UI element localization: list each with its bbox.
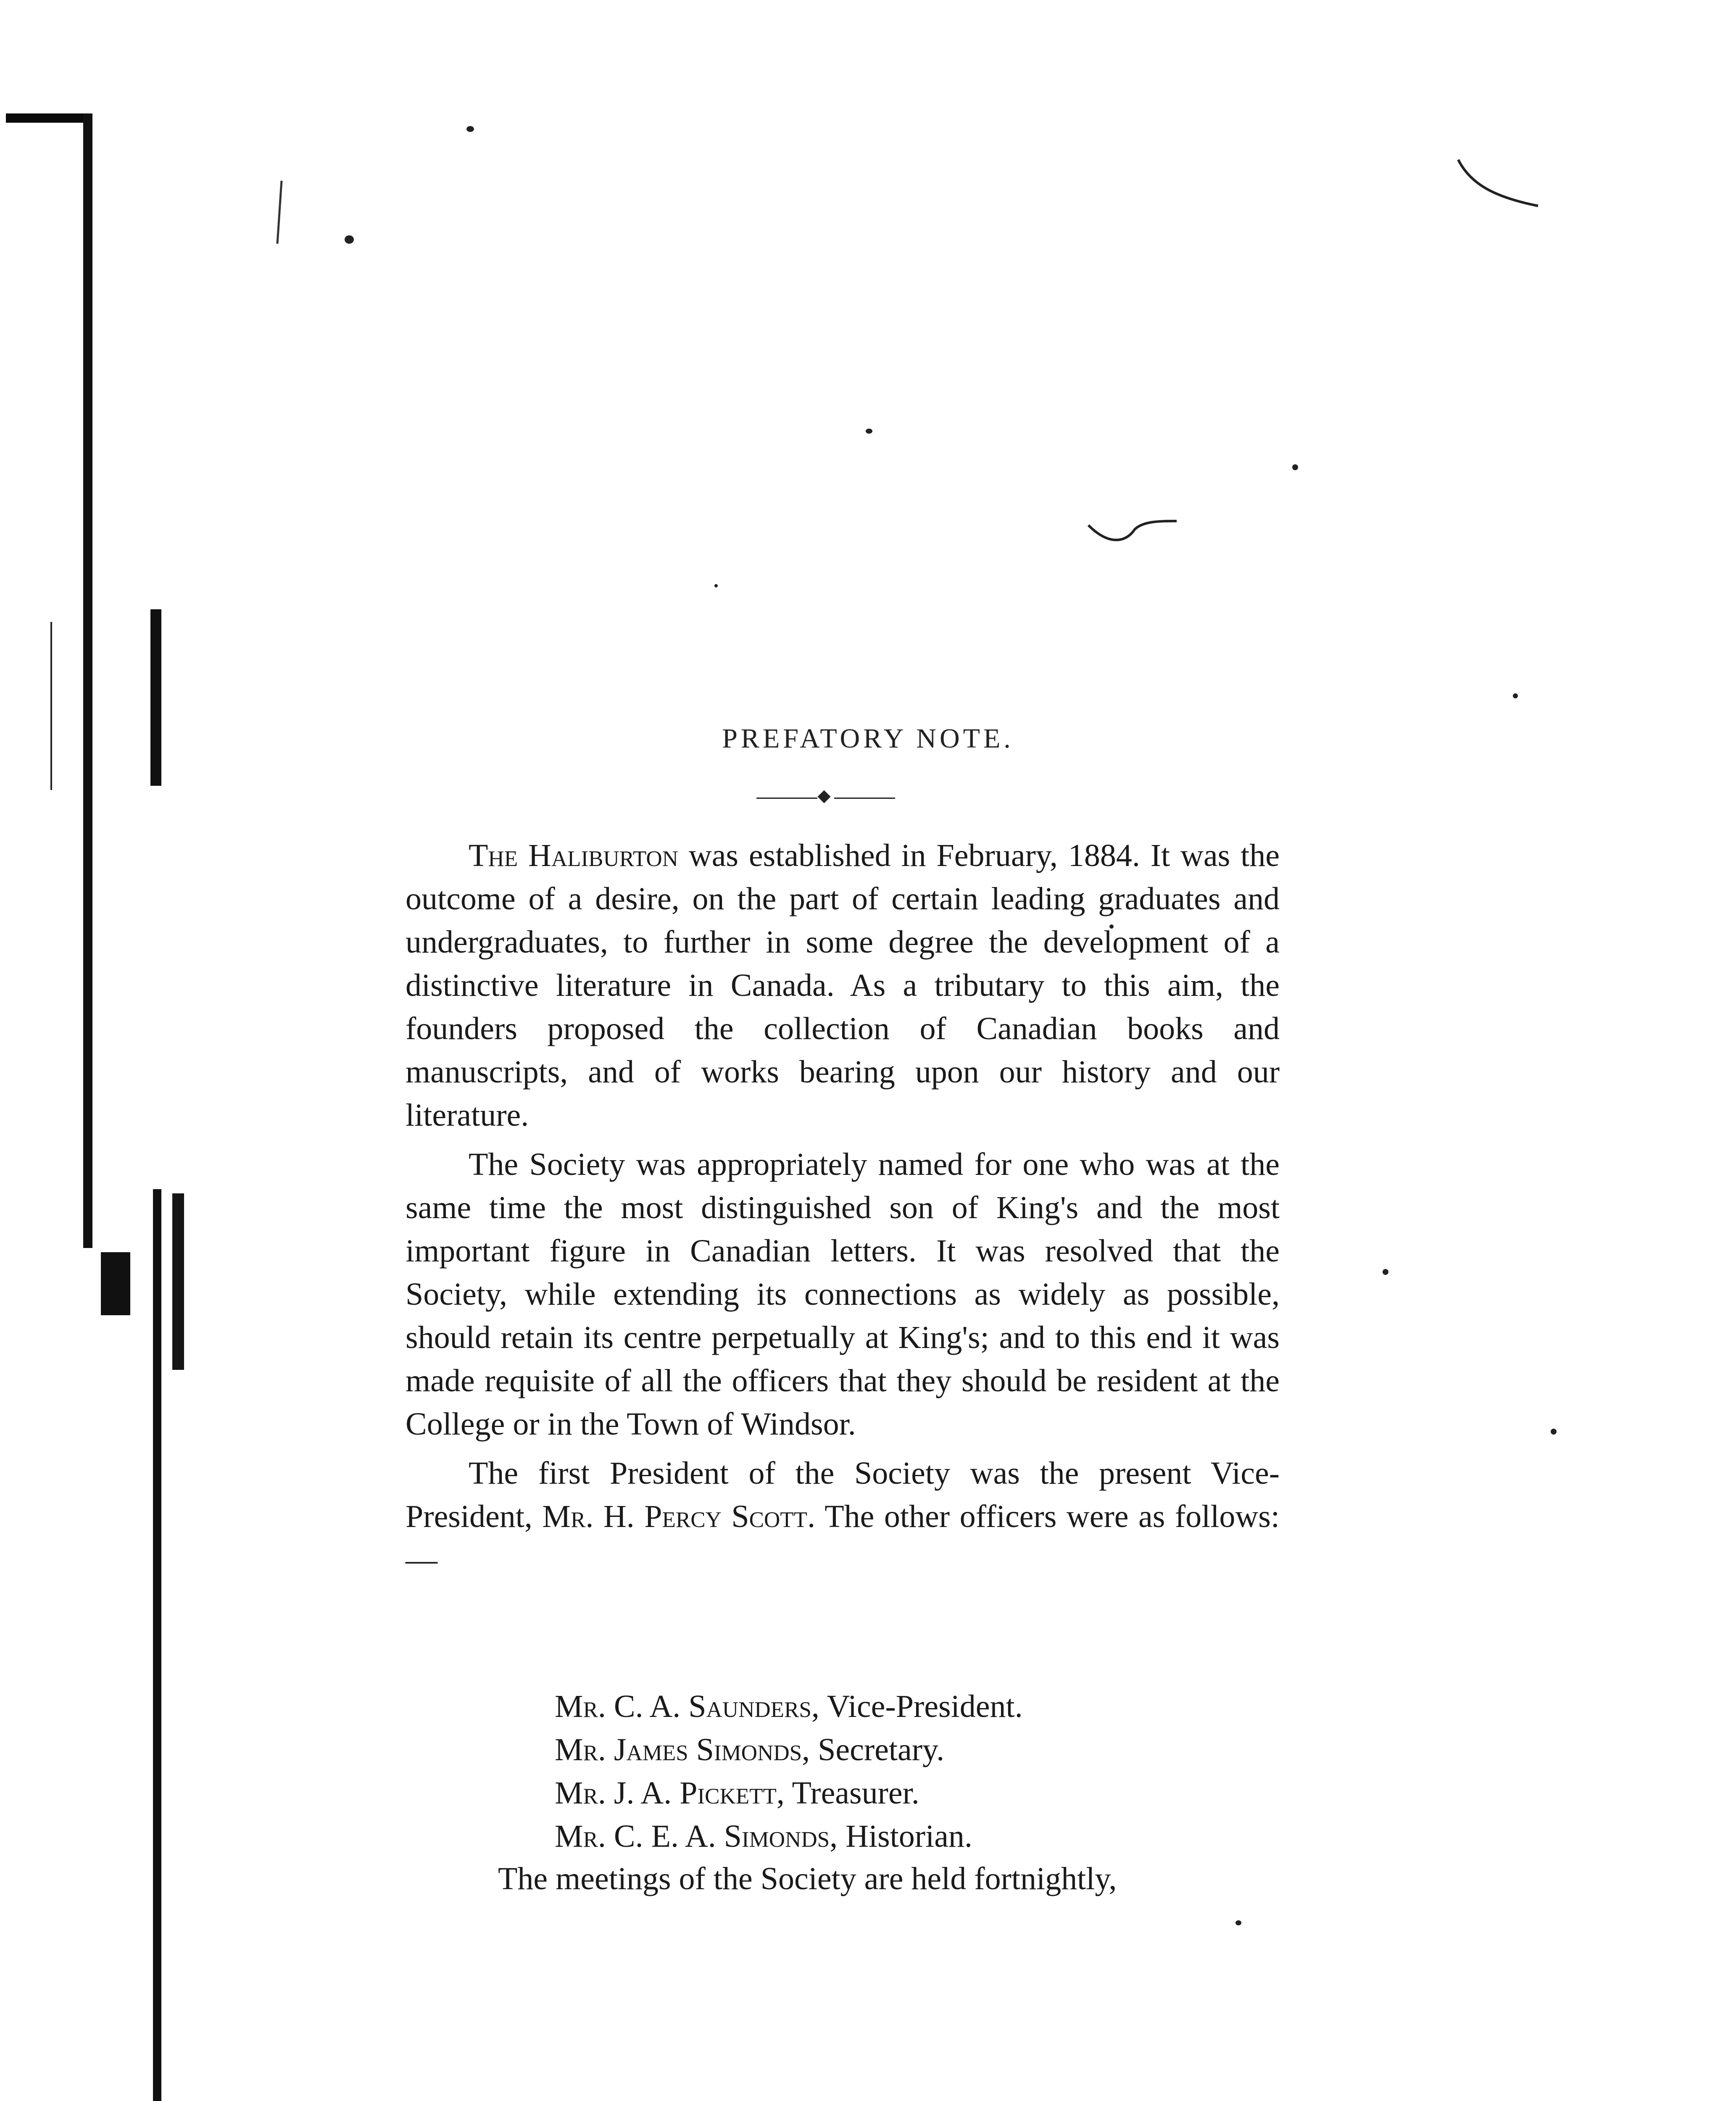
title-ornament bbox=[756, 792, 895, 805]
officer-role: , Historian. bbox=[830, 1819, 972, 1854]
officer-name: Mr. C. E. A. Simonds bbox=[555, 1819, 830, 1854]
paragraph-text: The first President of the Society was the present Vice-President, bbox=[406, 1456, 1280, 1534]
officer-name: Mr. J. A. Pickett bbox=[555, 1775, 777, 1811]
officer-role: , Secretary. bbox=[802, 1732, 945, 1767]
paragraph-text: was established in February, 1884. It was the outcome of a desire, on the part of certain leading graduates and undergraduates, to further in some degree the development of a distinctive literature in Canada. As a tributary to this aim, the founders proposed the collection of Canadian books and manuscripts, and of works bearing upon our history and our literature. bbox=[406, 838, 1280, 1133]
society-name: The Haliburton bbox=[469, 838, 678, 873]
officer-role: , Vice-President. bbox=[811, 1689, 1023, 1724]
paragraph bbox=[406, 1452, 1280, 1582]
person-name: Mr. H. Percy Scott bbox=[542, 1499, 808, 1534]
closing-line: The meetings of the Society are held fortnightly, bbox=[498, 1861, 1117, 1896]
officer-role: , Treasurer. bbox=[776, 1775, 919, 1811]
officer-entry bbox=[555, 1772, 1395, 1815]
body-text bbox=[406, 834, 1280, 1582]
paragraph-text: . The other officers were as follows:— bbox=[406, 1499, 1280, 1577]
paragraph bbox=[406, 834, 1280, 1137]
paragraph bbox=[406, 1143, 1280, 1446]
officers-list bbox=[555, 1685, 1395, 1858]
page-title: PREFATORY NOTE. bbox=[722, 723, 1014, 754]
officer-name: Mr. James Simonds bbox=[555, 1732, 802, 1767]
officer-entry bbox=[555, 1685, 1395, 1728]
officer-entry bbox=[555, 1815, 1395, 1858]
paragraph-text: The Society was appropriately named for one who was at the same time the most distinguished son of King's and the most important figure in Canadian letters. It was resolved that the Society, while extending its connections as widely as possible, should retain its centre perpetually at King's; and to this end it was made requisite of all the officers that they should be resident at the College or in the Town of Windsor. bbox=[406, 1147, 1280, 1442]
officer-entry bbox=[555, 1728, 1395, 1772]
officer-name: Mr. C. A. Saunders bbox=[555, 1689, 811, 1724]
